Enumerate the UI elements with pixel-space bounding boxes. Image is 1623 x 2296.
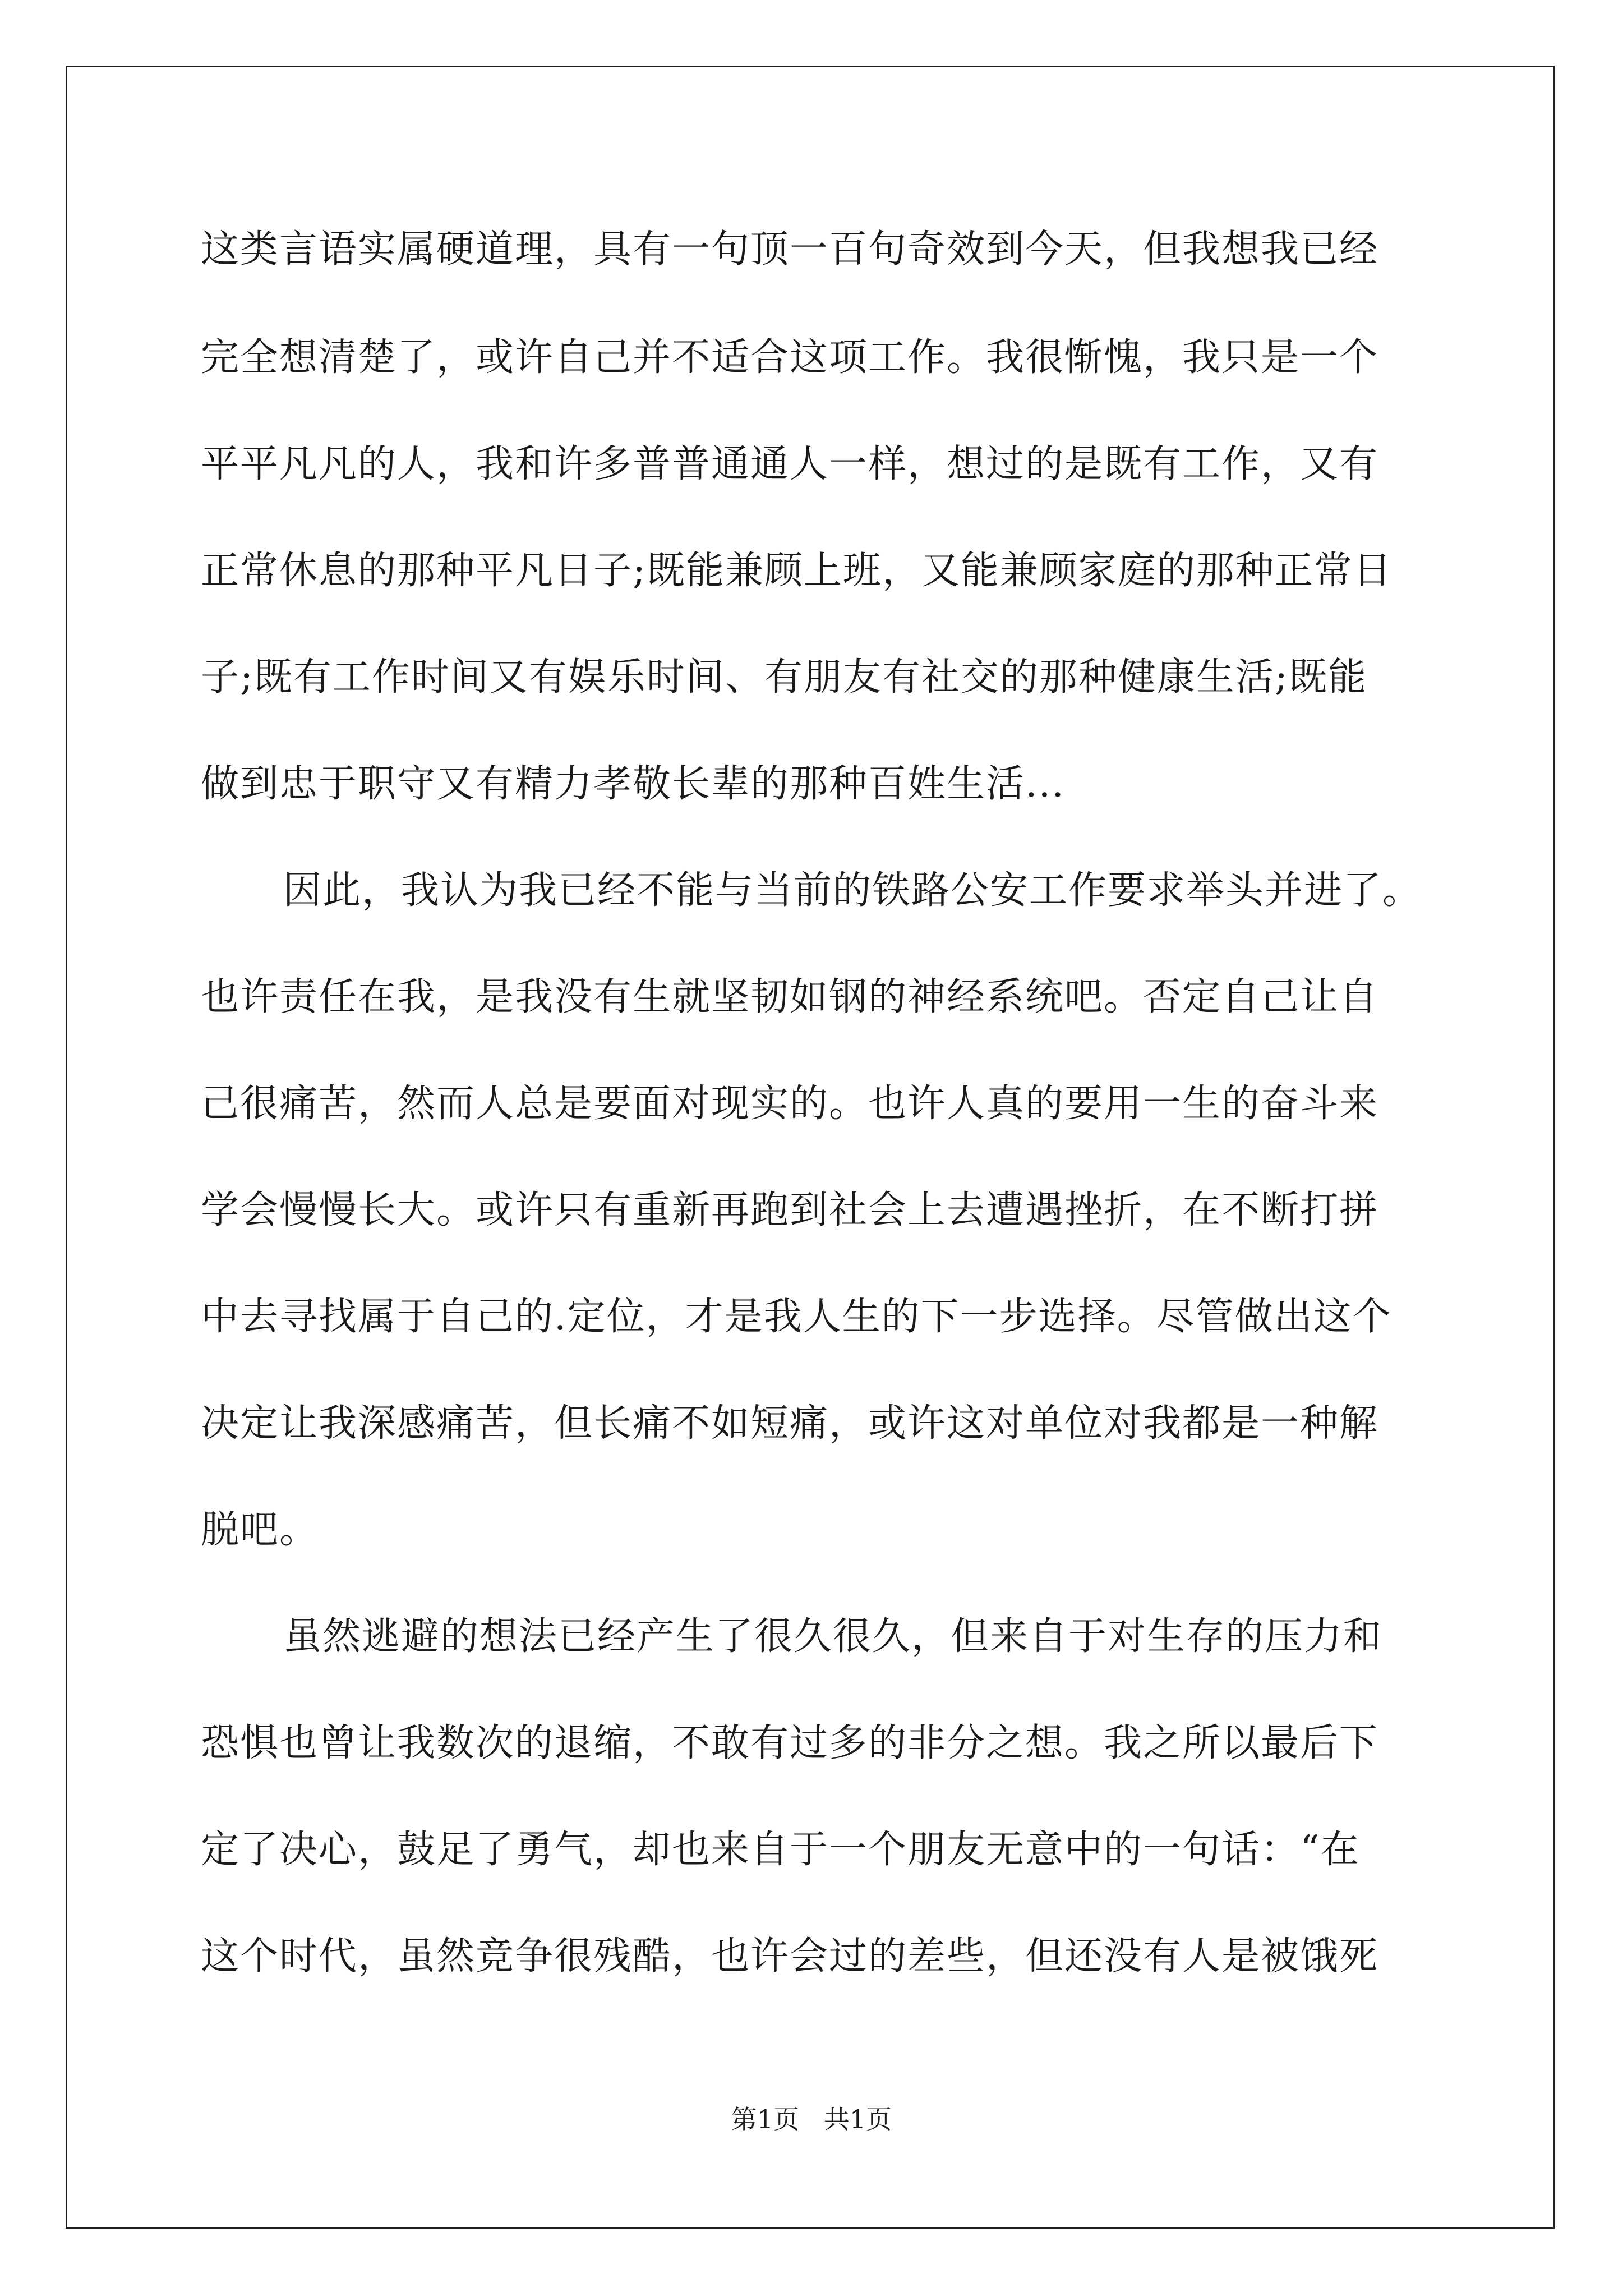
page-border — [66, 66, 1555, 2229]
text-line: 这个时代，虽然竞争很残酷，也许会过的差些，但还没有人是被饿死 — [201, 1934, 1379, 1978]
text-line: 做到忠于职守又有精力孝敬长辈的那种百姓生活... — [201, 762, 1065, 806]
text-line: 恐惧也曾让我数次的退缩，不敢有过多的非分之想。我之所以最后下 — [201, 1721, 1379, 1765]
text-line: 子;既有工作时间又有娱乐时间、有朋友有社交的那种健康生活;既能 — [201, 655, 1367, 700]
page-footer: 第1页 共1页 — [731, 2104, 892, 2134]
text-line: 平平凡凡的人，我和许多普普通通人一样，想过的是既有工作，又有 — [201, 442, 1379, 486]
text-line: 正常休息的那种平凡日子;既能兼顾上班，又能兼顾家庭的那种正常日 — [201, 549, 1393, 593]
text-line: 决定让我深感痛苦，但长痛不如短痛，或许这对单位对我都是一种解 — [201, 1401, 1379, 1446]
text-line: 这类言语实属硬道理，具有一句顶一百句奇效到今天，但我想我已经 — [201, 227, 1379, 272]
text-line: 学会慢慢长大。或许只有重新再跑到社会上去遭遇挫折，在不断打拼 — [201, 1188, 1379, 1232]
text-line: 脱吧。 — [201, 1508, 319, 1552]
text-line: 也许责任在我，是我没有生就坚韧如钢的神经系统吧。否定自己让自 — [201, 975, 1379, 1019]
text-line: 虽然逃避的想法已经产生了很久很久，但来自于对生存的压力和 — [283, 1614, 1383, 1659]
text-line: 己很痛苦，然而人总是要面对现实的。也许人真的要用一生的奋斗来 — [201, 1082, 1379, 1126]
text-line: 中去寻找属于自己的.定位，才是我人生的下一步选择。尽管做出这个 — [201, 1295, 1392, 1339]
text-line: 完全想清楚了，或许自己并不适合这项工作。我很惭愧，我只是一个 — [201, 335, 1379, 380]
text-line: 定了决心，鼓足了勇气，却也来自于一个朋友无意中的一句话：“在 — [201, 1828, 1360, 1872]
text-line: 因此，我认为我已经不能与当前的铁路公安工作要求举头并进了。 — [283, 868, 1422, 913]
